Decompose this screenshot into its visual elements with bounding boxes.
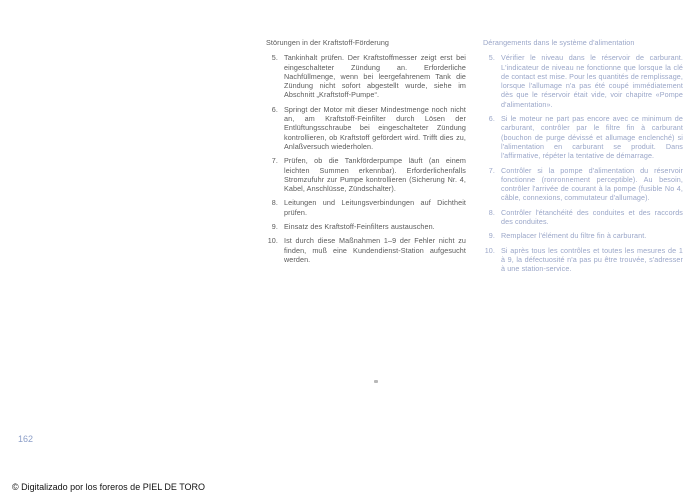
list-item xyxy=(266,156,466,193)
item-text: Remplacer l'élément du filtre fin à carburant. xyxy=(501,231,647,241)
list-item xyxy=(483,208,683,227)
german-heading: Störungen in der Kraftstoff-Förderung xyxy=(266,38,390,47)
item-number: 7. xyxy=(271,156,278,166)
item-number: 5. xyxy=(488,53,495,63)
item-text: Springt der Motor mit dieser Mindestmenge noch nicht an, am Kraftstoff-Feinfilter durch Lösen der Entlüftungsschraube bei eingeschalteter Zündung kontrollieren, ob Kraftstoff gefördert wird. Trifft dies zu, Anlaßversuch wiederholen. xyxy=(284,104,466,151)
item-text: Vérifier le niveau dans le réservoir de carburant. L'indicateur de niveau ne fonctionne que lorsque la clé de contact est mise. Pour les quantités de remplissage, lorsque l'allumage n'a pas été coupé immédiatement dès que le réservoir était vide, voir chapitre «Pompe d'alimentation». xyxy=(501,53,683,109)
item-text: Tankinhalt prüfen. Der Kraftstoffmesser zeigt erst bei eingeschalteter Zündung an. Erforderliche Nachfüllmenge, wenn bei leergefahrenem Tank die Zündung nicht sofort abgestellt wurde, siehe im Abschnitt „Kraftstoff-Pumpe“. xyxy=(284,53,466,100)
german-column xyxy=(266,38,466,269)
item-number: 10. xyxy=(484,245,495,255)
list-item xyxy=(483,53,683,109)
french-heading: Dérangements dans le système d'alimentation xyxy=(483,38,635,47)
item-number: 9. xyxy=(271,222,278,232)
item-text: Contrôler si la pompe d'alimentation du réservoir fonctionne (ronronnement perceptible). Au besoin, contrôler l'arrivée de courant à la pompe (fusible No 4, câble, connexions, commutateur d'allumage). xyxy=(501,165,683,203)
scan-speck xyxy=(374,380,378,383)
item-text: Prüfen, ob die Tankförderpumpe läuft (an einem leichten Summen erkennbar). Erforderlichenfalls Stromzufuhr zur Pumpe kontrollieren (Sicherung Nr. 4, Kabel, Anschlüsse, Zündschalter). xyxy=(284,156,466,194)
list-item xyxy=(266,222,466,231)
item-number: 9. xyxy=(488,231,495,241)
scan-credit: © Digitalizado por los foreros de PIEL DE TORO xyxy=(12,482,206,492)
item-text: Si après tous les contrôles et toutes les mesures de 1 à 9, la défectuosité n'a pas pu être trouvée, s'adresser à une station-service. xyxy=(501,245,683,274)
list-item xyxy=(483,231,683,240)
list-item xyxy=(266,53,466,99)
item-text: Leitungen und Leitungsverbindungen auf Dichtheit prüfen. xyxy=(284,198,466,217)
item-number: 6. xyxy=(488,114,495,124)
item-number: 6. xyxy=(271,104,278,114)
list-item xyxy=(266,198,466,217)
item-number: 10. xyxy=(267,236,278,246)
item-text: Si le moteur ne part pas encore avec ce minimum de carburant, contrôler par le filtre fin à carburant (bouchon de purge dévissé et allumage enclenché) si l'alimentation en carburant se produit. Dans l'affirmative, répéter la tentative de démarrage. xyxy=(501,114,683,161)
list-item xyxy=(266,236,466,264)
list-item xyxy=(483,114,683,160)
list-item xyxy=(483,166,683,203)
item-number: 8. xyxy=(488,207,495,217)
item-text: Ist durch diese Maßnahmen 1–9 der Fehler nicht zu finden, muß eine Kundendienst-Station aufgesucht werden. xyxy=(284,236,466,264)
french-column xyxy=(483,38,683,279)
item-text: Contrôler l'étanchéité des conduites et des raccords des conduites. xyxy=(501,207,683,227)
list-item xyxy=(483,246,683,274)
page-number: 162 xyxy=(18,434,34,444)
item-number: 8. xyxy=(271,198,278,208)
list-item xyxy=(266,105,466,151)
item-number: 7. xyxy=(488,165,495,175)
item-number: 5. xyxy=(271,53,278,63)
item-text: Einsatz des Kraftstoff-Feinfilters austauschen. xyxy=(284,222,435,232)
